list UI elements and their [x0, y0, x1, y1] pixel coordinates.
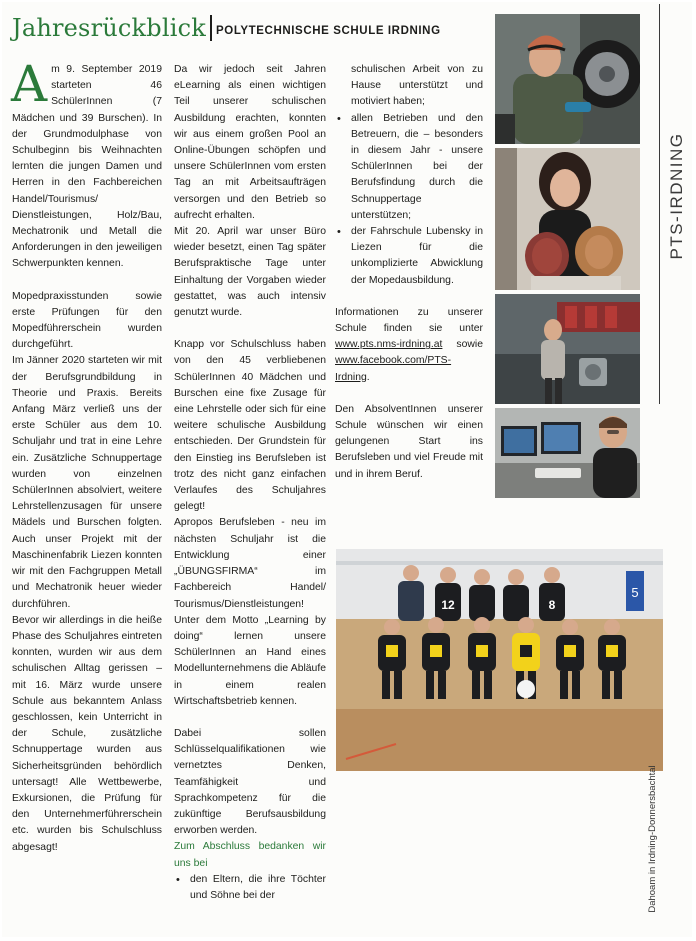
list-item: • allen Betrieben und den Betreuern, die – besonders in diesem Jahr - unsere SchülerInnen bei der Berufsfindung durch die Schnuppertage unterstützen;: [335, 111, 483, 224]
paragraph: Apropos Berufsleben - neu im nächsten Schuljahr ist die Entwicklung einer „ÜBUNGSFIRMA“ im Fachbereich Handel/ Tourismus/Dienstleistungen! Unter dem Motto „Learning by doing“ lernen unsere SchülerInnen an Hand eines Modellunternehmens die Abläufe in einem realen Wirtschaftsbetrieb kennen.: [174, 517, 326, 707]
photo-computer-lab: [495, 408, 640, 498]
drop-cap: A: [11, 55, 48, 113]
paragraph: Am 9. September 2019 starteten 46 SchülerInnen (7 Mädchen und 39 Burschen). In der Grundmodulphase von Schulbeginn bis Weihnachten lernten die jungen Damen und Herren in den Fachbereichen Handel/Tourismus/ Dienstleistungen, Holz/Bau, Mechatronik und Metall die Anforderungen in den jeweiligen Schwerpunkten kennen.: [11, 55, 162, 270]
text-column-2: [174, 62, 326, 904]
list-item-continued: schulischen Arbeit von zu Hause unterstützt und motiviert haben;: [351, 64, 483, 108]
website-link[interactable]: www.pts.nms-irdning.at: [335, 339, 443, 351]
photo-team-group: [336, 549, 663, 771]
thanks-list-continued: [335, 111, 483, 289]
paragraph: Dabei sollen Schlüsselqualifikationen wie vernetztes Denken, Teamfähigkeit und Sprachkompetenz für die zukünftige Berufsausbildung erworben werden.: [174, 727, 326, 837]
facebook-link[interactable]: www.facebook.com/PTS-Irdning: [335, 355, 452, 383]
paragraph: Bevor wir allerdings in die heiße Phase des Schuljahres eintreten konnten, wurden wir aus dem schulischen Alltag gerissen – mit 16. März wurde unsere Schule aus bekanntem Anlass geschlossen, kein Unterricht in der Schule, zusätzliche Schnuppertage wurden aus Sicherheitsgründen behördlich untersagt! Alle Wettbewerbe, Exkursionen, die Prüfung für den Unternehmerführerschein etc. wurden bis Schulschluss abgesagt!: [12, 614, 162, 853]
paragraph: Im Jänner 2020 starteten wir mit der Berufsgrundbildung in Theorie und Praxis. Bereits Anfang März verließ uns der erste Schüler aus dem 10. Schuljahr und trat in eine Lehre ein. Zusätzliche Schnuppertage wurden von einzelnen SchülerInnen absolviert, weitere Lehrstellenzusagen für unsere Mädels und Burschen folgten. Auch unser Projekt mit der Maschinenfabrik Liezen konnten wir mit den Fachgruppen Metall und Mechatronik heuer wieder durchführen.: [12, 355, 162, 610]
text-column-1: [11, 55, 162, 856]
jersey-number: 12: [441, 598, 455, 612]
list-item: • den Eltern, die ihre Töchter und Söhne bei der: [174, 872, 326, 904]
jersey-number: 8: [548, 598, 556, 612]
side-tab-label: PTS-IRDNING: [667, 132, 686, 260]
title-separator: [210, 15, 212, 41]
closing-paragraph: Den AbsolventInnen unserer Schule wünschen wir einen gelungenen Start ins Berufsleben und viel Freude mit und in ihrem Beruf.: [335, 403, 483, 480]
text-column-3: [335, 62, 483, 483]
page-title: Jahresrückblick: [12, 14, 206, 42]
photo-student-tire-change: [495, 14, 640, 144]
info-paragraph: Informationen zu unserer Schule finden sie unter www.pts.nms-irdning.at sowie www.facebook.com/PTS-Irdning.: [335, 306, 483, 383]
wall-number: 5: [631, 585, 639, 600]
list-item: • der Fahrschule Lubensky in Liezen für die unkomplizierte Abwicklung der Mopedausbildung.: [335, 224, 483, 289]
paragraph: Mit 20. April war unser Büro wieder besetzt, einen Tag später Berufspraktische Tage unter Einhaltung der Vorgaben wieder gestattet, was auch intensiv genutzt wurde.: [174, 226, 326, 319]
paragraph: Da wir jedoch seit Jahren eLearning als einen wichtigen Teil unserer schulischen Ausbildung erachten, konnten wir aus einem großen Pool an Online-Übungen schöpfen und unsere SchülerInnen vom ersten Tag an mit Arbeitsaufträgen versorgen und den Betrieb so aufrecht erhalten.: [174, 64, 326, 221]
magazine-page: [2, 2, 692, 937]
headline: [12, 10, 441, 46]
paragraph: Mopedpraxisstunden sowie erste Prüfungen für den Mopedführerschein wurden durchgeführt.: [12, 290, 162, 351]
photo-credit: Dahoam in Irdning-Donnersbachtal: [647, 765, 658, 913]
photo-hairdressing: [495, 148, 640, 290]
thanks-list: [174, 872, 326, 904]
paragraph: Knapp vor Schulschluss haben von den 45 verbliebenen SchülerInnen 40 Mädchen und Burschen eine fixe Zusage für eine Lehrstelle oder sich für eine weitere schulische Ausbildung entschieden. Der Grundstein für den Einstieg ins Berufsleben ist trotz des nicht ganz einfachen Verlaufes des Schuljahres gelegt!: [174, 339, 326, 513]
side-tab: [659, 4, 692, 404]
page-subtitle: POLYTECHNISCHE SCHULE IRDNING: [216, 25, 441, 37]
thanks-heading: Zum Abschluss bedanken wir uns bei: [174, 841, 326, 869]
photo-workshop: [495, 294, 640, 404]
